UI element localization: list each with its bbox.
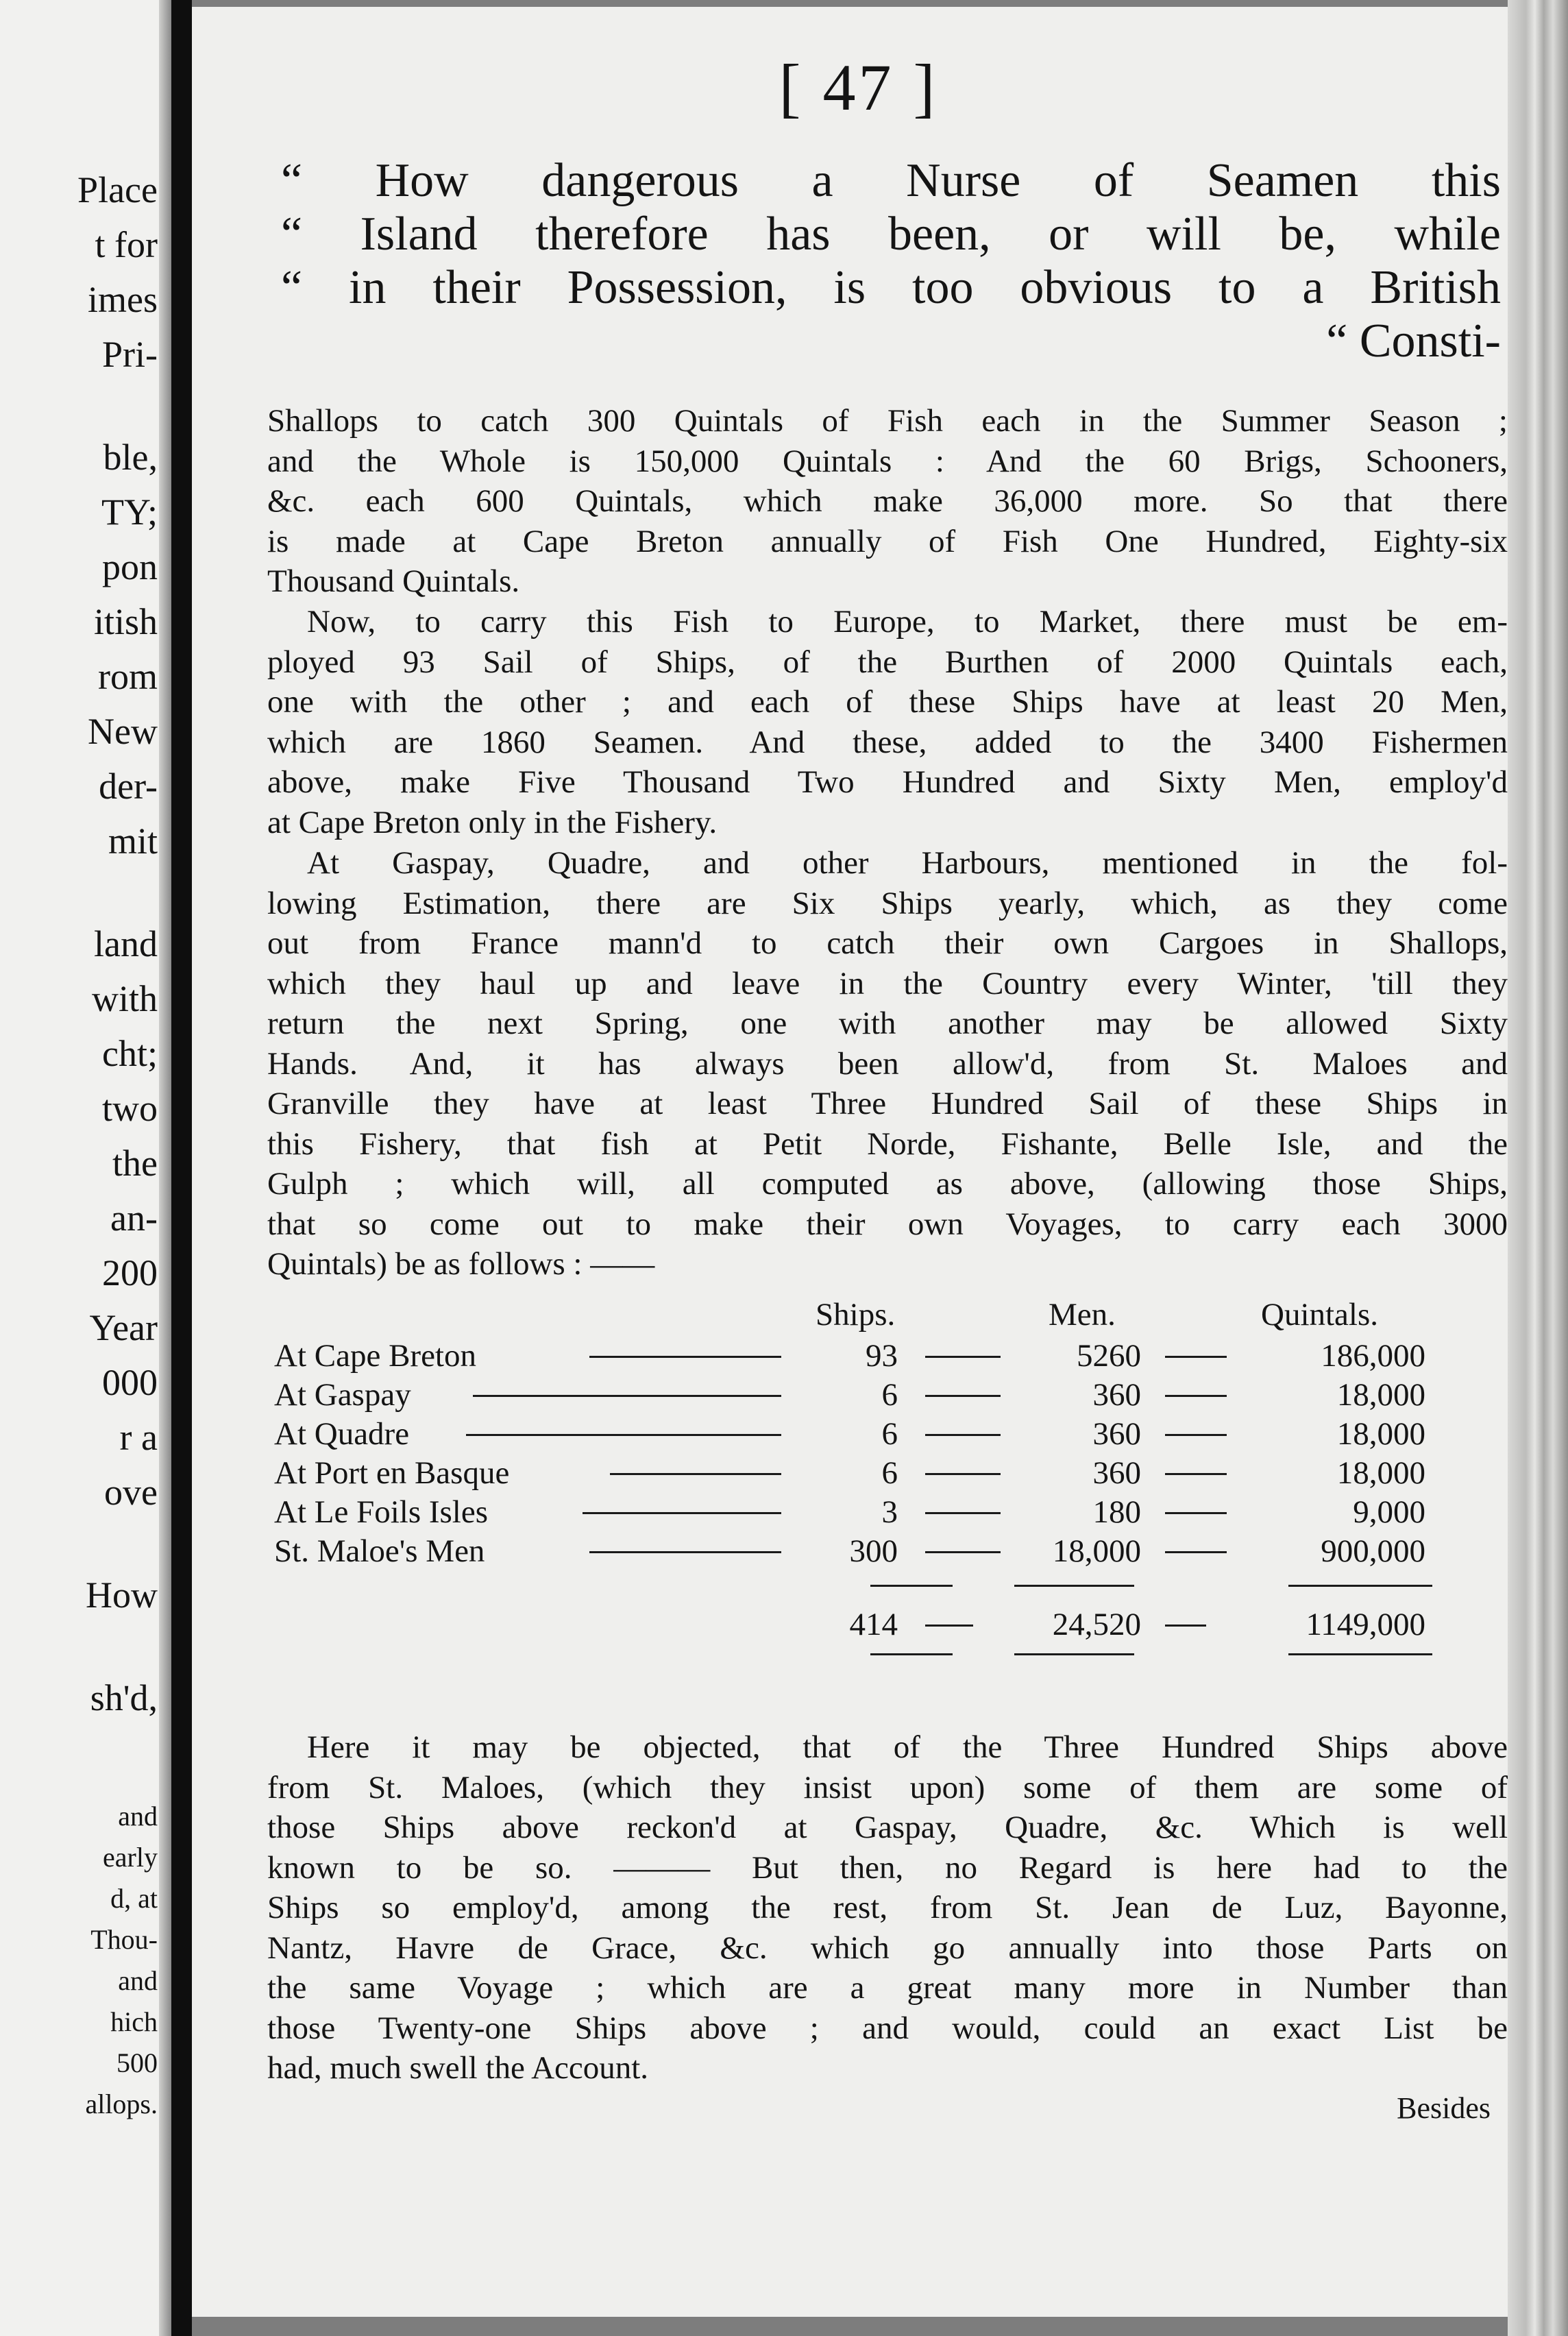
left-page-line: itish: [93, 601, 158, 642]
text-line: that so come out to make their own Voyages, to carry each 3000: [267, 1206, 1508, 1242]
sum-rule: [1288, 1585, 1432, 1587]
total-men: 24,520: [1052, 1607, 1141, 1642]
paragraph-2: [267, 602, 1508, 842]
page-number-header: [ 47 ]: [779, 51, 938, 124]
left-page-line: with: [91, 978, 158, 1019]
totals-row: [274, 1605, 1508, 1644]
row-quintals: 18,000: [1336, 1416, 1425, 1452]
row-place: At Le Foils Isles: [274, 1494, 489, 1530]
left-page-line: the: [112, 1143, 158, 1184]
left-page-line: imes: [88, 279, 158, 320]
left-page-line: and: [118, 1801, 158, 1832]
sum-rule: [1014, 1653, 1134, 1655]
leader-dash: [925, 1395, 1001, 1397]
text-line: Gulph ; which will, all computed as above, (allowing those Ships,: [267, 1166, 1508, 1202]
text-line: ployed 93 Sail of Ships, of the Burthen of 2000 Quintals each,: [267, 644, 1508, 680]
left-page-line: two: [102, 1088, 158, 1129]
row-ships: 300: [849, 1533, 898, 1569]
row-ships: 3: [881, 1494, 898, 1530]
leader-dash: [1165, 1551, 1227, 1553]
row-quintals: 9,000: [1353, 1494, 1425, 1530]
leader-dash: [925, 1473, 1001, 1475]
table-row: [274, 1337, 1508, 1375]
left-page-edge: [159, 0, 171, 2336]
left-page-line: Year: [89, 1307, 158, 1348]
text-line: one with the other ; and each of these Ships have at least 20 Men,: [267, 684, 1508, 720]
left-page-line: 500: [117, 2047, 158, 2078]
text-line: above, make Five Thousand Two Hundred and Sixty Men, employ'd: [267, 764, 1508, 800]
row-men: 18,000: [1052, 1533, 1141, 1569]
leader-dash: [1165, 1473, 1227, 1475]
left-page-line: r a: [119, 1417, 158, 1458]
table-row: [274, 1532, 1508, 1570]
text-line: known to be so. ——— But then, no Regard is here had to the: [267, 1849, 1508, 1886]
text-line: had, much swell the Account.: [267, 2050, 649, 2086]
left-page-line: allops.: [85, 2089, 158, 2119]
text-line: Ships so employ'd, among the rest, from St. Jean de Luz, Bayonne,: [267, 1890, 1508, 1925]
page-stack-edge: [1508, 0, 1568, 2336]
paragraph-3: [267, 843, 1508, 1285]
row-men: 360: [1092, 1377, 1141, 1413]
leader-dash: [610, 1473, 781, 1475]
leader-dash: [466, 1434, 781, 1436]
table-row: [274, 1493, 1508, 1531]
sum-rule: [870, 1585, 953, 1587]
text-line: which are 1860 Seamen. And these, added to the 3400 Fishermen: [267, 724, 1508, 760]
text-line: out from France mann'd to catch their own Cargoes in Shallops,: [267, 925, 1508, 961]
left-page-line: 200: [102, 1252, 158, 1293]
left-page-line: and: [118, 1965, 158, 1996]
text-line: At Gaspay, Quadre, and other Harbours, mentioned in the fol-: [307, 845, 1508, 881]
left-page-line: How: [86, 1574, 158, 1616]
text-line: Now, to carry this Fish to Europe, to Market, there must be em-: [307, 604, 1508, 640]
quotation: [281, 154, 1501, 368]
text-line: Quintals) be as follows : ——: [267, 1246, 655, 1282]
left-page-line: mit: [108, 820, 158, 862]
left-page-line: ble,: [103, 437, 158, 478]
leader-dash: [473, 1395, 781, 1397]
total-quintals: 1149,000: [1306, 1607, 1425, 1642]
sum-rule: [870, 1653, 953, 1655]
table-row: [274, 1376, 1508, 1414]
row-place: At Cape Breton: [274, 1338, 476, 1374]
text-line: lowing Estimation, there are Six Ships yearly, which, as they come: [267, 885, 1508, 921]
book-gutter: [171, 0, 192, 2336]
left-page-line: pon: [102, 546, 158, 587]
row-place: At Port en Basque: [274, 1455, 510, 1491]
row-men: 180: [1092, 1494, 1141, 1530]
left-page-line: d, at: [110, 1883, 158, 1914]
left-page-line: Thou-: [90, 1924, 158, 1955]
leader-dash: [925, 1434, 1001, 1436]
leader-dash: [925, 1625, 973, 1627]
left-page-line: t for: [95, 224, 158, 265]
leader-dash: [1165, 1356, 1227, 1358]
row-men: 360: [1092, 1455, 1141, 1491]
header-quintals: Quintals.: [1261, 1297, 1379, 1333]
leader-dash: [1165, 1512, 1227, 1514]
text-line: Shallops to catch 300 Quintals of Fish each in the Summer Season ;: [267, 403, 1508, 439]
row-place: At Gaspay: [274, 1377, 411, 1413]
quote-line: “ in their Possession, is too obvious to a British: [281, 261, 1501, 314]
left-page-line: hich: [110, 2006, 158, 2037]
quote-line: “ How dangerous a Nurse of Seamen this: [281, 154, 1501, 207]
leader-dash: [1165, 1395, 1227, 1397]
left-page-line: rom: [98, 656, 158, 697]
row-quintals: 18,000: [1336, 1455, 1425, 1491]
left-page-line: land: [94, 923, 158, 964]
row-place: St. Maloe's Men: [274, 1533, 485, 1569]
sum-rule: [1288, 1653, 1432, 1655]
text-line: &c. each 600 Quintals, which make 36,000 more. So that there: [267, 483, 1508, 519]
text-line: this Fishery, that fish at Petit Norde, Fishante, Belle Isle, and the: [267, 1126, 1508, 1162]
row-ships: 6: [881, 1377, 898, 1413]
leader-dash: [583, 1512, 781, 1514]
row-ships: 93: [866, 1338, 898, 1374]
sum-rule: [1014, 1585, 1134, 1587]
left-page-line: der-: [99, 766, 158, 807]
text-line: Hands. And, it has always been allow'd, from St. Maloes and: [267, 1045, 1508, 1082]
text-line: which they haul up and leave in the Country every Winter, 'till they: [267, 965, 1508, 1001]
table-row: [274, 1454, 1508, 1492]
left-page-line: Place: [77, 169, 158, 210]
paragraph-1: [267, 401, 1508, 602]
left-page-line: TY;: [101, 491, 158, 533]
row-men: 360: [1092, 1416, 1141, 1452]
leader-dash: [925, 1551, 1001, 1553]
left-page-line: early: [103, 1842, 158, 1873]
leader-dash: [925, 1356, 1001, 1358]
left-page-fragment: [0, 0, 171, 2336]
text-line: Here it may be objected, that of the Three Hundred Ships above: [307, 1729, 1508, 1765]
text-line: Granville they have at least Three Hundred Sail of these Ships in: [267, 1086, 1508, 1121]
row-men: 5260: [1077, 1338, 1141, 1374]
quote-line: “ Consti-: [1326, 315, 1501, 367]
text-line: Nantz, Havre de Grace, &c. which go annually into those Parts on: [267, 1930, 1508, 1966]
paragraph-4: [267, 1727, 1508, 2089]
row-ships: 6: [881, 1455, 898, 1491]
leader-dash: [589, 1356, 781, 1358]
left-page-line: cht;: [102, 1033, 158, 1074]
leader-dash: [1165, 1434, 1227, 1436]
row-place: At Quadre: [274, 1416, 410, 1452]
text-line: and the Whole is 150,000 Quintals : And the 60 Brigs, Schooners,: [267, 443, 1508, 479]
row-ships: 6: [881, 1416, 898, 1452]
row-quintals: 186,000: [1321, 1338, 1425, 1374]
leader-dash: [589, 1551, 781, 1553]
left-page-line: 000: [102, 1362, 158, 1403]
text-line: at Cape Breton only in the Fishery.: [267, 804, 718, 840]
text-line: is made at Cape Breton annually of Fish One Hundred, Eighty-six: [267, 523, 1508, 559]
text-line: the same Voyage ; which are a great many more in Number than: [267, 1970, 1508, 2006]
catchword: Besides: [1397, 2091, 1491, 2125]
total-ships: 414: [849, 1607, 898, 1642]
leader-dash: [925, 1512, 1001, 1514]
row-quintals: 900,000: [1321, 1533, 1425, 1569]
left-page-line: New: [88, 711, 158, 752]
left-page-line: ove: [104, 1472, 158, 1513]
header-ships: Ships.: [816, 1297, 896, 1333]
text-line: Thousand Quintals.: [267, 563, 520, 599]
text-line: those Twenty-one Ships above ; and would, could an exact List be: [267, 2010, 1508, 2046]
header-men: Men.: [1049, 1297, 1116, 1333]
text-line: from St. Maloes, (which they insist upon) some of them are some of: [267, 1769, 1508, 1805]
leader-dash: [1165, 1625, 1206, 1627]
left-page-line: an-: [110, 1197, 158, 1239]
page: [192, 7, 1525, 2317]
quote-line: “ Island therefore has been, or will be, while: [281, 208, 1501, 260]
row-quintals: 18,000: [1336, 1377, 1425, 1413]
text-line: return the next Spring, one with another may be allowed Sixty: [267, 1006, 1508, 1041]
text-line: those Ships above reckon'd at Gaspay, Quadre, &c. Which is well: [267, 1810, 1508, 1845]
table-row: [274, 1415, 1508, 1453]
left-page-line: Pri-: [102, 334, 158, 375]
left-page-line: sh'd,: [90, 1677, 158, 1718]
